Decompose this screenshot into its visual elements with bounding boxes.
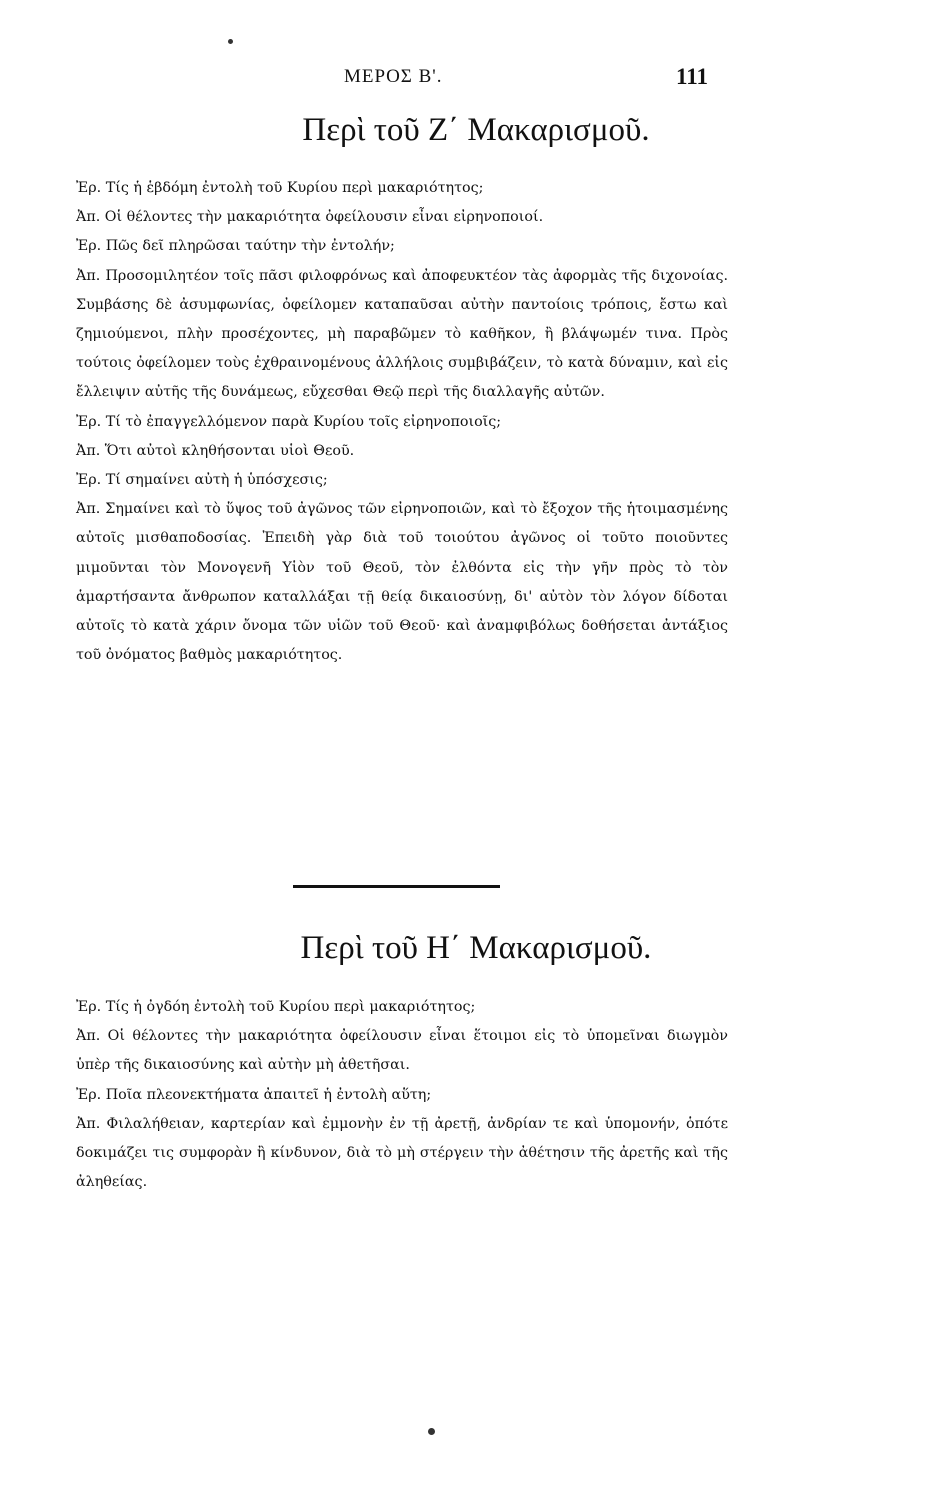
answer-paragraph: Ἀπ. Οἱ θέλοντες τὴν μακαριότητα ὀφείλουσιν εἶναι εἰρηνοποιοί. <box>76 209 544 226</box>
answer-paragraph: Ἀπ. Ὅτι αὐτοὶ κληθήσονται υἱοὶ Θεοῦ. <box>76 442 355 459</box>
answer-paragraph: Ἀπ. Προσομιλητέον τοῖς πᾶσι φιλοφρόνως καὶ ἀποφευκτέον τὰς ἀφορμὰς τῆς διχονοίας. Συμβάσης δὲ ἀσυμφωνίας, ὀφείλομεν καταπαῦσαι αὐτὴν παντοίοις τρόποις, ἔστω καὶ ζημιούμενοι, πλὴν προσέχοντες, μὴ παραβῶμεν τὸ καθῆκον, ἢ βλάψωμέν τινα. Πρὸς τούτοις ὀφείλομεν τοὺς ἐχθραινομένους ἀλλήλοις συμβιβάζειν, τὸ κατὰ δύναμιν, καὶ εἰς ἔλλειψιν αὐτῆς τῆς δυνάμεως, εὔχεσθαι Θεῷ περὶ τῆς διαλλαγῆς αὐτῶν. <box>76 267 728 401</box>
print-speck <box>428 1428 435 1435</box>
section-divider-rule <box>293 885 500 888</box>
answer-paragraph: Ἀπ. Φιλαλήθειαν, καρτερίαν καὶ ἐμμονὴν ἐν τῇ ἀρετῇ, ἀνδρίαν τε καὶ ὑπομονήν, ὁπότε δοκιμάζει τις συμφορὰν ἢ κίνδυνον, διὰ τὸ μὴ στέργειν τὴν ἀθέτησιν τῆς ἀρετῆς καὶ τῆς ἀληθείας. <box>76 1115 728 1191</box>
section-body-7th-beatitude <box>76 174 728 670</box>
section-title-8th-beatitude: Περὶ τοῦ Η΄ Μακαρισμοῦ. <box>300 930 652 966</box>
question-paragraph: Ἐρ. Πῶς δεῖ πληρῶσαι ταύτην τὴν ἐντολήν; <box>76 238 395 255</box>
question-paragraph: Ἐρ. Ποῖα πλεονεκτήματα ἀπαιτεῖ ἡ ἐντολὴ αὕτη; <box>76 1086 432 1103</box>
section-title-7th-beatitude: Περὶ τοῦ Ζ΄ Μακαρισμοῦ. <box>302 112 650 148</box>
section-body-8th-beatitude <box>76 993 728 1197</box>
answer-paragraph: Ἀπ. Σημαίνει καὶ τὸ ὕψος τοῦ ἀγῶνος τῶν εἰρηνοποιῶν, καὶ τὸ ἔξοχον τῆς ἡτοιμασμένης αὐτοῖς μισθαποδοσίας. Ἐπειδὴ γὰρ διὰ τοῦ τοιούτου ἀγῶνος οἱ τοῦτο ποιοῦντες μιμοῦνται τὸν Μονογενῆ Υἱὸν τοῦ Θεοῦ, τὸν ἐλθόντα εἰς τὴν γῆν πρὸς τὸ τὸν ἁμαρτήσαντα ἄνθρωπον καταλλάξαι τῇ θείᾳ δικαιοσύνῃ, δι' αὐτὸν τὸν λόγον δίδοται αὐτοῖς τὸ κατὰ χάριν ὄνομα τῶν υἱῶν τοῦ Θεοῦ· καὶ ἀναμφιβόλως δοθήσεται ἀντάξιος τοῦ ὀνόματος βαθμὸς μακαριότητος. <box>76 501 728 664</box>
question-paragraph: Ἐρ. Τί σημαίνει αὐτὴ ἡ ὑπόσχεσις; <box>76 472 328 489</box>
question-paragraph: Ἐρ. Τίς ἡ ἑβδόμη ἐντολὴ τοῦ Κυρίου περὶ μακαριότητος; <box>76 180 484 196</box>
page-header <box>0 66 952 96</box>
question-paragraph: Ἐρ. Τίς ἡ ὀγδόη ἐντολὴ τοῦ Κυρίου περὶ μακαριότητος; <box>76 999 476 1015</box>
print-speck <box>228 39 233 44</box>
page-number: 111 <box>676 64 708 89</box>
running-head: ΜΕΡΟΣ Β'. <box>344 66 443 87</box>
question-paragraph: Ἐρ. Τί τὸ ἐπαγγελλόμενον παρὰ Κυρίου τοῖς εἰρηνοποιοῖς; <box>76 413 502 430</box>
answer-paragraph: Ἀπ. Οἱ θέλοντες τὴν μακαριότητα ὀφείλουσιν εἶναι ἕτοιμοι εἰς τὸ ὑπομεῖναι διωγμὸν ὑπὲρ τῆς δικαιοσύνης καὶ αὐτὴν μὴ ἀθετῆσαι. <box>76 1028 728 1074</box>
